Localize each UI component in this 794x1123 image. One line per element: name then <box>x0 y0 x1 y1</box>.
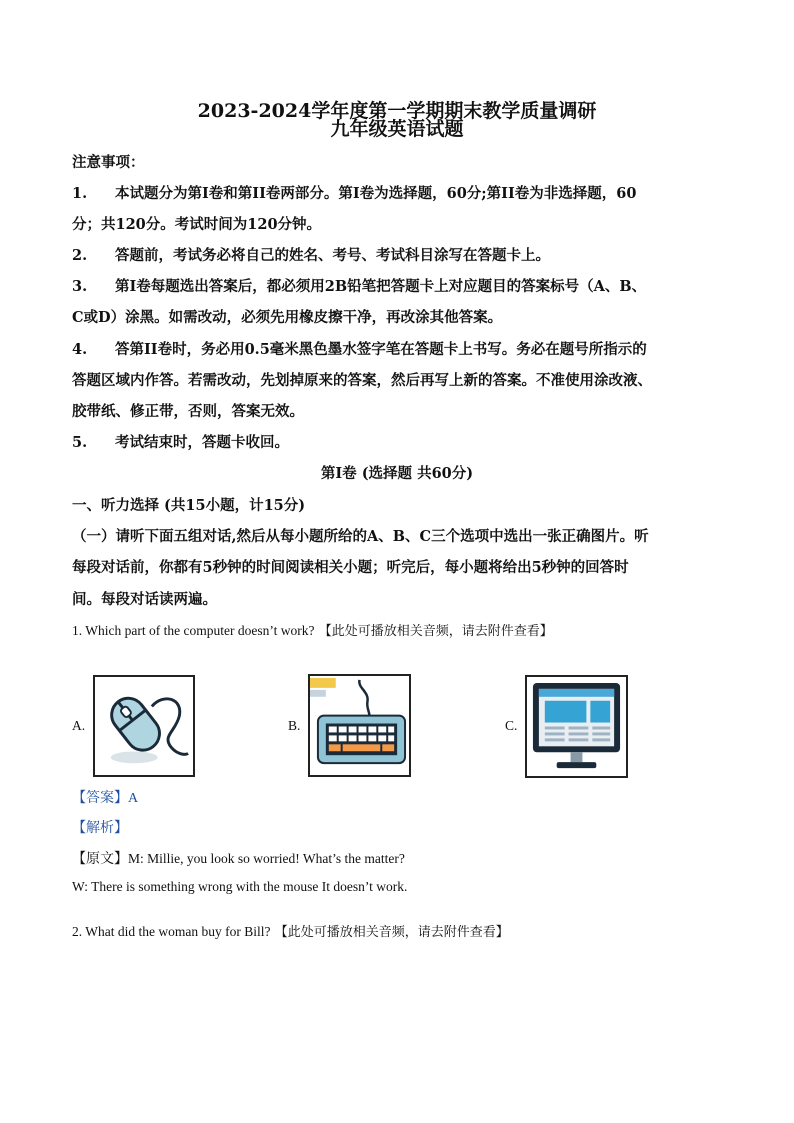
audio-note: 【此处可播放相关音频，请去附件查看】 <box>274 925 509 940</box>
option-c-label: C. <box>505 718 518 733</box>
option-a-picture[interactable] <box>93 675 195 777</box>
section-heading: 一、听力选择 (共15小题，计15分) <box>72 497 306 514</box>
option-c-picture[interactable] <box>525 675 628 778</box>
note-item <box>72 275 646 296</box>
analysis-tag: 【解析】 <box>72 820 128 836</box>
note-number: 3. <box>72 278 88 295</box>
note-number: 4. <box>72 341 88 358</box>
monitor-icon <box>527 677 626 776</box>
question-2 <box>72 921 509 940</box>
transcript-text: W: There is something wrong with the mouse It doesn’t work. <box>72 879 408 894</box>
answer-tag: 【答案】 <box>72 790 128 806</box>
question-text: 2. What did the woman buy for Bill? <box>72 924 271 939</box>
note-number: 5. <box>72 434 88 451</box>
transcript-text: M: Millie, you look so worried! What’s the matter? <box>128 851 405 866</box>
note-number: 1. <box>72 185 88 202</box>
instruction-line: 每段对话前，你都有5秒钟的时间阅读相关小题；听完后，每小题将给出5秒钟的回答时 <box>72 559 629 576</box>
note-line: C或D）涂黑。如需改动，必须先用橡皮擦干净，再改涂其他答案。 <box>72 309 503 326</box>
note-line: 答题前，考试务必将自己的姓名、考号、考试科目涂写在答题卡上。 <box>115 247 550 264</box>
option-a-label: A. <box>72 718 86 733</box>
part1-heading: 第I卷 (选择题 共60分) <box>320 465 474 482</box>
note-item <box>72 182 636 203</box>
option-b-label: B. <box>288 718 301 733</box>
exam-title: 2023-2024学年度第一学期期末教学质量调研 <box>197 100 597 122</box>
note-item <box>72 338 647 359</box>
notes-heading: 注意事项： <box>72 154 145 171</box>
instruction-line: （一）请听下面五组对话,然后从每小题所给的A、B、C三个选项中选出一张正确图片。听 <box>72 528 649 545</box>
note-item <box>72 244 550 265</box>
note-number: 2. <box>72 247 88 264</box>
transcript-line <box>72 848 405 868</box>
question-1 <box>72 620 553 639</box>
note-line: 考试结束时，答题卡收回。 <box>115 434 289 451</box>
note-line: 答第II卷时，务必用0.5毫米黑色墨水签字笔在答题卡上书写。务必在题号所指示的 <box>115 341 647 358</box>
keyboard-icon <box>310 676 409 775</box>
audio-note: 【此处可播放相关音频，请去附件查看】 <box>318 624 553 639</box>
instruction-line: 间。每段对话读两遍。 <box>72 591 217 608</box>
mouse-icon <box>95 677 193 775</box>
note-line: 本试题分为第I卷和第II卷两部分。第I卷为选择题，60分;第II卷为非选择题，60 <box>115 185 637 202</box>
option-b-picture[interactable] <box>308 674 411 777</box>
transcript-tag: 【原文】 <box>72 851 128 867</box>
note-item <box>72 431 289 452</box>
answer-line <box>72 787 138 807</box>
note-line: 胶带纸、修正带，否则，答案无效。 <box>72 403 304 420</box>
question-text: 1. Which part of the computer doesn’t work? <box>72 623 315 638</box>
answer-value: A <box>128 791 139 806</box>
exam-subtitle: 九年级英语试题 <box>330 118 464 140</box>
note-line: 答题区域内作答。若需改动，先划掉原来的答案，然后再写上新的答案。不准使用涂改液、 <box>72 372 652 389</box>
note-line: 分；共120分。考试时间为120分钟。 <box>72 216 322 233</box>
note-line: 第I卷每题选出答案后，都必须用2B铅笔把答题卡上对应题目的答案标号（A、B、 <box>115 278 647 295</box>
